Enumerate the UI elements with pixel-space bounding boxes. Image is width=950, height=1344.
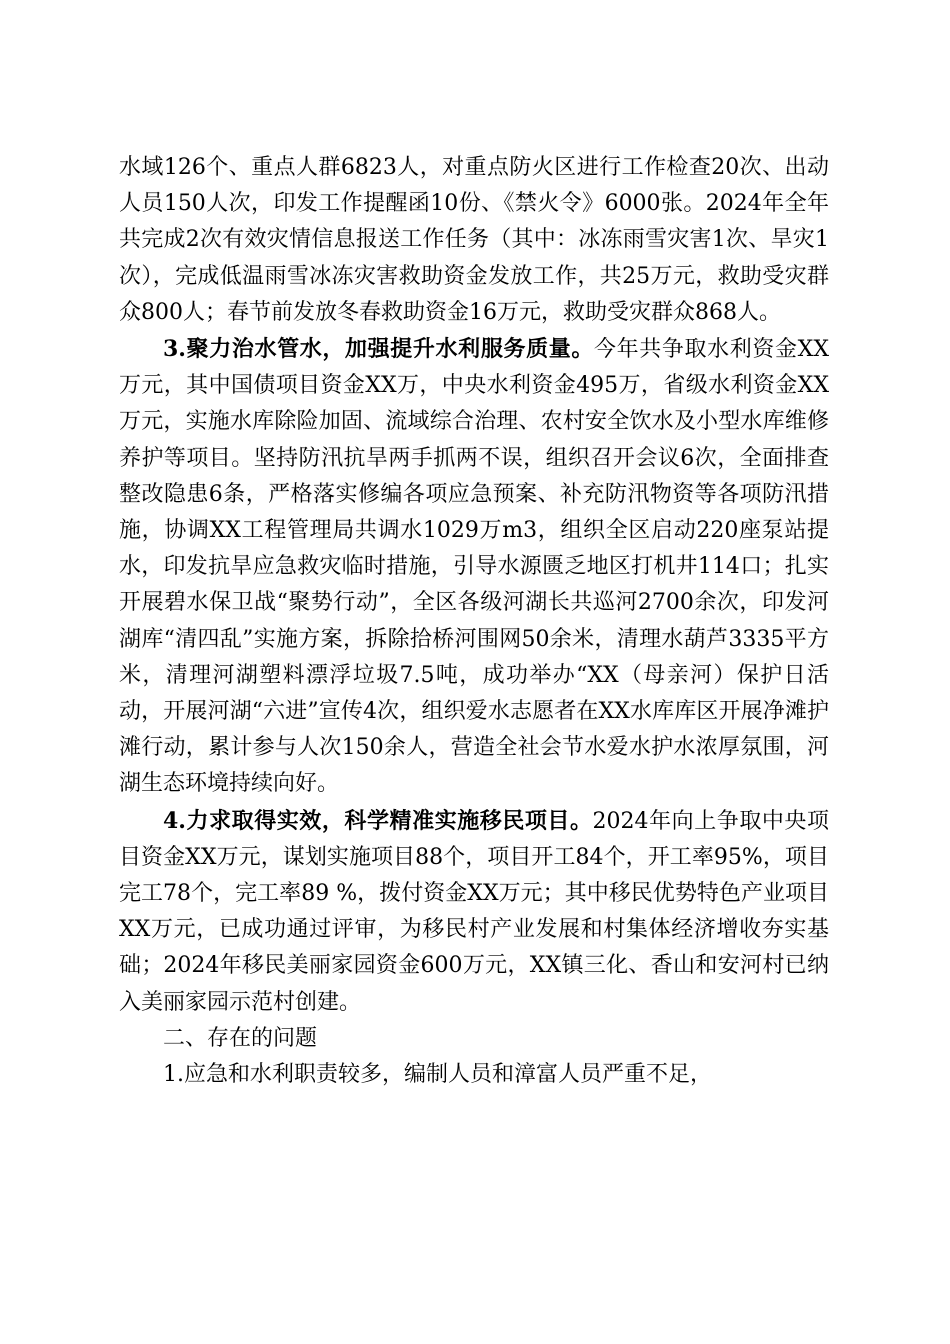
problem-1-paragraph: 1.应急和水利职责较多，编制人员和漳富人员严重不足， (163, 1062, 712, 1088)
part-2-heading: 二、存在的问题 (163, 1025, 318, 1051)
section-3-body: 今年共争取水利资金XX万元，其中国债项目资金XX万，中央水利资金495万，省级水利资金XX万元，实施水库除险加固、流域综合治理、农村安全饮水及小型水库维修养护等项目。坚持防汛抗旱两手抓两不误，组织召开会议6次，全面排查整改隐患6条，严格落实修编各项应急预案、补充防汛物资等各项防汛措施，协调XX工程管理局共调水1029万m3，组织全区启动220座泵站提水，印发抗旱应急救灾临时措施，引导水源匮乏地区打机井114口；扎实开展碧水保卫战“聚势行动”，全区各级河湖长共巡河2700余次，印发河湖库“清四乱”实施方案，拆除拾桥河围网50余米，清理水葫芦3335平方米，清理河湖塑料漂浮垃圾7.5吨，成功举办“XX（母亲河）保护日活动，开展河湖“六进”宣传4次，组织爱水志愿者在XX水库库区开展净滩护滩行动，累计参与人次150余人，营造全社会节水爱水护水浓厚氛围，河湖生态环境持续向好。 (119, 337, 829, 797)
section-4-body: 2024年向上争取中央项目资金XX万元，谋划实施项目88个，项目开工84个，开工率95%，项目完工78个，完工率89 %，拨付资金XX万元；其中移民优势特色产业项目XX万元，已成功通过评审，为移民村产业发展和村集体经济增收夯实基础；2024年移民美丽家园资金600万元，XX镇三化、香山和安河村已纳入美丽家园示范村创建。 (119, 808, 829, 1015)
section-3-paragraph (119, 331, 829, 803)
paragraph-continuation: 水域126个、重点人群6823人，对重点防火区进行工作检查20次、出动人员150人次，印发工作提醒函10份、《禁火令》6000张。2024年全年共完成2次有效灾情信息报送工作任务（其中：冰冻雨雪灾害1次、旱灾1次），完成低温雨雪冰冻灾害救助资金发放工作，共25万元，救助受灾群众800人；春节前发放冬春救助资金16万元，救助受灾群众868人。 (119, 155, 829, 325)
section-3-heading: 3.聚力治水管水，加强提升水利服务质量。 (163, 336, 594, 363)
section-4-heading: 4.力求取得实效，科学精准实施移民项目。 (163, 807, 593, 834)
document-body (119, 150, 829, 1093)
section-4-paragraph (119, 803, 829, 1021)
